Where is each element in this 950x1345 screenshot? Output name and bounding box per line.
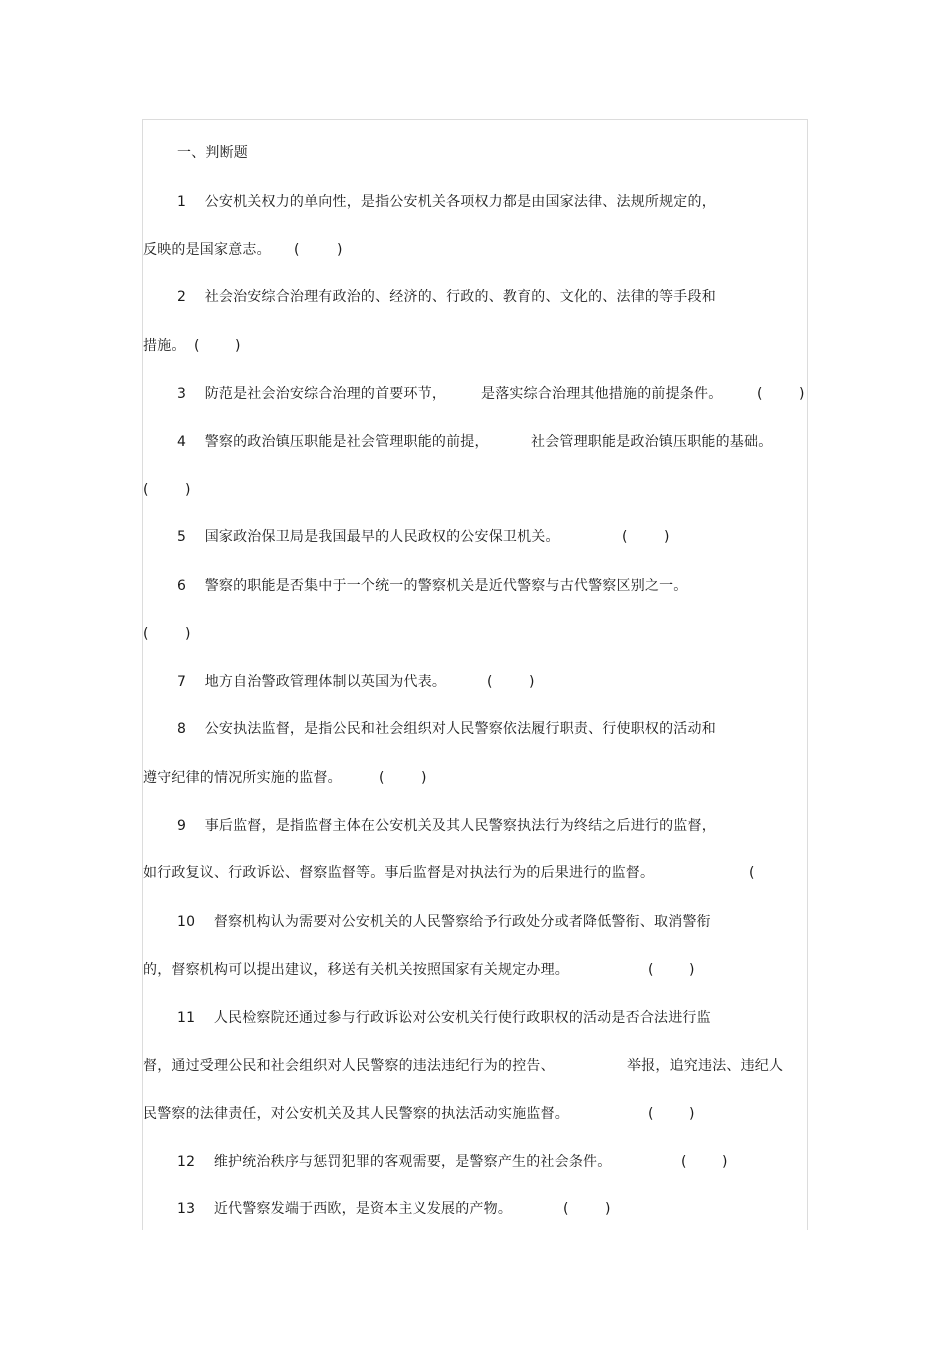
question-10-line-1: 10 督察机构认为需要对公安机关的人民警察给予行政处分或者降低警衔、取消警衔 bbox=[177, 914, 711, 930]
question-4-part-1: 4 警察的政治镇压职能是社会管理职能的前提， bbox=[177, 434, 489, 450]
answer-blank-1-open: ( bbox=[294, 242, 300, 258]
question-12-line-1: 12 维护统治秩序与惩罚犯罪的客观需要，是警察产生的社会条件。 bbox=[177, 1154, 612, 1170]
answer-blank-5-close: ) bbox=[664, 529, 670, 545]
answer-blank-12-close: ) bbox=[722, 1154, 728, 1170]
question-1-line-1: 1 公安机关权力的单向性，是指公安机关各项权力都是由国家法律、法规所规定的， bbox=[177, 194, 716, 210]
answer-blank-13-close: ) bbox=[605, 1201, 611, 1217]
question-7-line-1: 7 地方自治警政管理体制以英国为代表。 bbox=[177, 674, 447, 690]
question-8-line-2: 遵守纪律的情况所实施的监督。 bbox=[143, 770, 342, 786]
answer-blank-2-open: ( bbox=[194, 338, 200, 354]
question-2-line-2: 措施。 bbox=[143, 338, 186, 354]
answer-blank-10-open: ( bbox=[648, 962, 654, 978]
answer-blank-11-open: ( bbox=[648, 1106, 654, 1122]
question-2-line-1: 2 社会治安综合治理有政治的、经济的、行政的、教育的、文化的、法律的等手段和 bbox=[177, 289, 716, 305]
answer-blank-11-close: ) bbox=[689, 1106, 695, 1122]
question-3-part-1: 3 防范是社会治安综合治理的首要环节， bbox=[177, 386, 447, 402]
answer-blank-8-close: ) bbox=[421, 770, 427, 786]
answer-blank-8-open: ( bbox=[379, 770, 385, 786]
question-13-line-1: 13 近代警察发端于西欧，是资本主义发展的产物。 bbox=[177, 1201, 513, 1217]
answer-blank-10-close: ) bbox=[689, 962, 695, 978]
answer-blank-6-open: ( bbox=[143, 626, 149, 642]
answer-blank-7-close: ) bbox=[529, 674, 535, 690]
answer-blank-13-open: ( bbox=[563, 1201, 569, 1217]
question-9-line-1: 9 事后监督，是指监督主体在公安机关及其人民警察执法行为终结之后进行的监督， bbox=[177, 818, 716, 834]
answer-blank-6-close: ) bbox=[185, 626, 191, 642]
question-11-line-3: 民警察的法律责任，对公安机关及其人民警察的执法活动实施监督。 bbox=[143, 1106, 569, 1122]
question-3-part-2: 是落实综合治理其他措施的前提条件。 bbox=[481, 386, 723, 402]
answer-blank-3-close: ) bbox=[799, 386, 805, 402]
answer-blank-4-open: ( bbox=[143, 482, 149, 498]
question-10-line-2: 的，督察机构可以提出建议，移送有关机关按照国家有关规定办理。 bbox=[143, 962, 569, 978]
question-4-part-2: 社会管理职能是政治镇压职能的基础。 bbox=[531, 434, 773, 450]
answer-blank-7-open: ( bbox=[487, 674, 493, 690]
question-9-line-2: 如行政复议、行政诉讼、督察监督等。事后监督是对执法行为的后果进行的监督。 bbox=[143, 865, 655, 881]
question-5-line-1: 5 国家政治保卫局是我国最早的人民政权的公安保卫机关。 bbox=[177, 529, 560, 545]
answer-blank-3-open: ( bbox=[757, 386, 763, 402]
answer-blank-2-close: ) bbox=[235, 338, 241, 354]
question-11-line-2-part-2: 举报，追究违法、违纪人 bbox=[627, 1058, 784, 1074]
question-1-line-2: 反映的是国家意志。 bbox=[143, 242, 271, 258]
section-heading: 一、判断题 bbox=[177, 145, 248, 161]
question-11-line-2-part-1: 督，通过受理公民和社会组织对人民警察的违法违纪行为的控告、 bbox=[143, 1058, 555, 1074]
question-8-line-1: 8 公安执法监督，是指公民和社会组织对人民警察依法履行职责、行使职权的活动和 bbox=[177, 721, 716, 737]
question-11-line-1: 11 人民检察院还通过参与行政诉讼对公安机关行使行政职权的活动是否合法进行监 bbox=[177, 1010, 711, 1026]
answer-blank-1-close: ) bbox=[337, 242, 343, 258]
answer-blank-12-open: ( bbox=[681, 1154, 687, 1170]
answer-blank-9-open: ( bbox=[749, 865, 755, 881]
answer-blank-5-open: ( bbox=[622, 529, 628, 545]
question-6-line-1: 6 警察的职能是否集中于一个统一的警察机关是近代警察与古代警察区别之一。 bbox=[177, 578, 688, 594]
answer-blank-4-close: ) bbox=[185, 482, 191, 498]
